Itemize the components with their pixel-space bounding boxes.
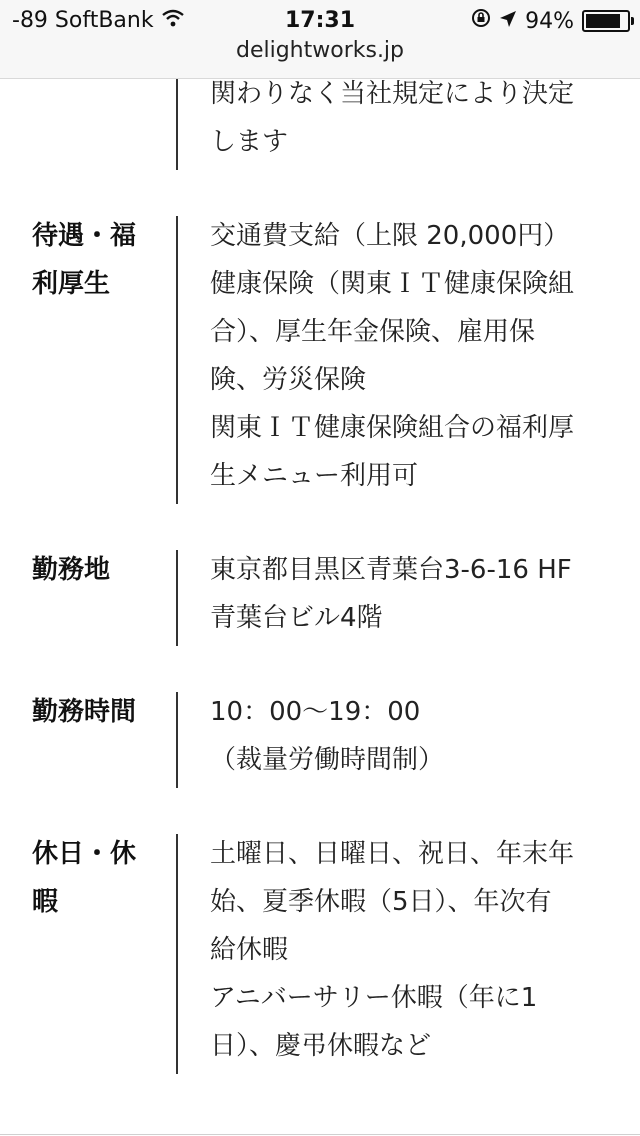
detail-value-line: 合）、厚生年金保険、雇用保: [210, 317, 536, 347]
vertical-divider: [176, 692, 178, 788]
location-arrow-icon: [499, 9, 517, 34]
detail-value-line: 関わりなく当社規定により決定: [210, 79, 575, 109]
url-bar[interactable]: delightworks.jp: [235, 38, 405, 63]
detail-value: [210, 212, 620, 500]
detail-value-line: 健康保険（関東ＩＴ健康保険組: [210, 269, 575, 299]
detail-value-line: 交通費支給（上限 20,000円）: [210, 221, 570, 251]
detail-label: [32, 688, 162, 736]
vertical-divider: [176, 216, 178, 504]
detail-value-line: 日）、慶弔休暇など: [210, 1031, 432, 1061]
detail-value-line: 10：00～19：00: [210, 697, 421, 727]
detail-value: [210, 546, 620, 642]
detail-value-line: （裁量労働時間制）: [210, 745, 445, 775]
detail-label: [32, 830, 162, 926]
detail-value-line: します: [210, 127, 289, 157]
detail-label-line: 利厚生: [32, 269, 111, 299]
detail-value-line: 土曜日、日曜日、祝日、年末年: [210, 839, 575, 869]
detail-value-line: アニバーサリー休暇（年に1: [210, 983, 538, 1013]
detail-value-line: 始、夏季休暇（5日）、年次有: [210, 887, 552, 917]
detail-value-line: 東京都目黒区青葉台3-6-16 HF: [210, 555, 572, 585]
vertical-divider: [176, 550, 178, 646]
detail-value: [210, 688, 620, 784]
detail-value-line: 関東ＩＴ健康保険組合の福利厚: [210, 413, 575, 443]
battery-percent: 94%: [525, 8, 574, 34]
detail-label: [32, 212, 162, 308]
vertical-divider: [176, 834, 178, 1074]
detail-value-line: 給休暇: [210, 935, 289, 965]
battery-fill: [586, 14, 620, 28]
detail-label-line: 休日・休: [32, 839, 137, 869]
detail-label-line: 勤務地: [32, 555, 111, 585]
browser-top-bar: [0, 0, 640, 79]
detail-value-line: 青葉台ビル4階: [210, 603, 383, 633]
orientation-lock-icon: [471, 8, 491, 34]
detail-label-line: 勤務時間: [32, 697, 137, 727]
detail-value-line: 生メニュー利用可: [210, 461, 419, 491]
detail-value: [210, 70, 620, 166]
detail-label-line: 待遇・福: [32, 221, 137, 251]
bottom-divider: [0, 1134, 640, 1135]
detail-label-line: 暇: [32, 887, 59, 917]
status-bar: [0, 0, 640, 40]
carrier-label: -89 SoftBank: [12, 8, 154, 33]
battery-icon: [582, 10, 630, 32]
detail-value: [210, 830, 620, 1070]
detail-value-line: 険、労災保険: [210, 365, 367, 395]
detail-label: [32, 546, 162, 594]
clock: 17:31: [284, 8, 356, 33]
status-right: [471, 8, 630, 34]
